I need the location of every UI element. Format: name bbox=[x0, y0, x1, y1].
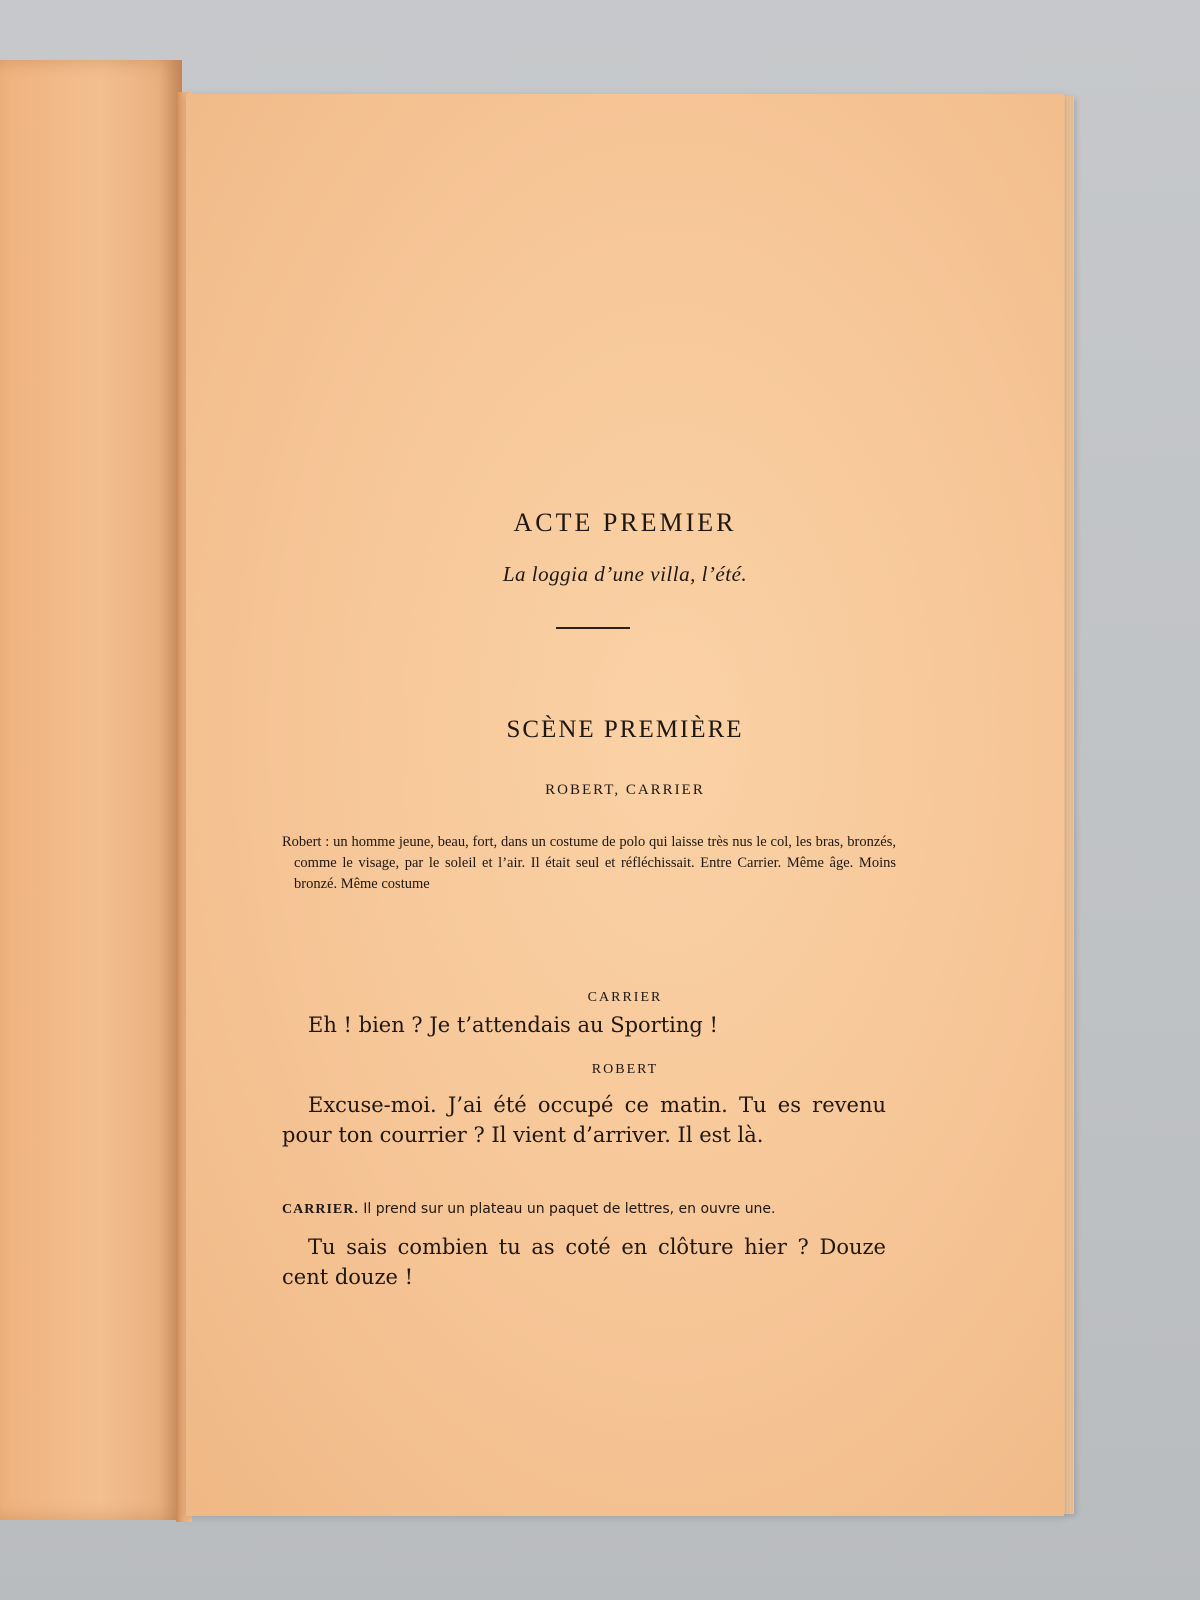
speaker-carrier: CARRIER bbox=[587, 990, 663, 1005]
speech-line: Tu sais combien tu as coté en clôture hier ? Douze cent douze ! bbox=[282, 1235, 886, 1289]
speech-line: Eh ! bien ? Je t’attendais au Sporting ! bbox=[308, 1013, 718, 1037]
act-title: ACTE PREMIER bbox=[513, 508, 737, 537]
left-page bbox=[0, 60, 182, 1520]
speech-line: Excuse-moi. J’ai été occupé ce matin. Tu es revenu pour ton courrier ? Il vient d’arriver. Il est là. bbox=[282, 1093, 886, 1147]
scene-title: SCÈNE PREMIÈRE bbox=[506, 716, 744, 743]
divider-rule bbox=[556, 627, 630, 629]
act-subtitle: La loggia d’une villa, l’été. bbox=[502, 562, 748, 586]
page-content bbox=[186, 94, 1064, 1516]
speech-carrier-final bbox=[282, 1232, 886, 1292]
character-list: ROBERT, CARRIER bbox=[545, 782, 705, 798]
direction-speaker: CARRIER. bbox=[282, 1202, 359, 1217]
stage-direction: Robert : un homme jeune, beau, fort, dans un costume de polo qui laisse très nus le col, les bras, bronzés, comme le visage, par le soleil et l’air. Il était seul et réfléchissait. Entre Carrier. Même âge. Moins bronzé. Même costume bbox=[282, 834, 896, 892]
direction-text: Il prend sur un plateau un paquet de lettres, en ouvre une. bbox=[363, 1201, 776, 1217]
carrier-stage-direction bbox=[282, 1201, 886, 1218]
speaker-robert: ROBERT bbox=[591, 1062, 659, 1077]
speech-carrier bbox=[308, 1010, 908, 1040]
speech-robert bbox=[282, 1090, 886, 1150]
right-page bbox=[186, 94, 1064, 1516]
